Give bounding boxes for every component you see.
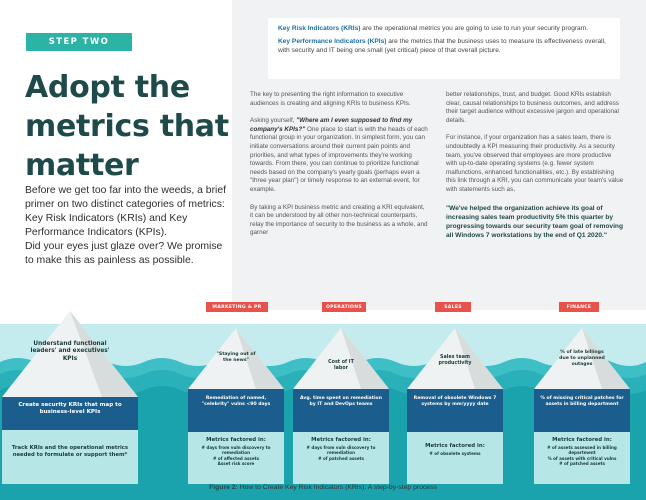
col1-paragraph-1: The key to presenting the right information to executive audiences is creating and aligning KRIs to business KPIs. [250, 91, 411, 107]
definitions-box [268, 18, 620, 79]
figure-caption [0, 484, 646, 491]
intro-text [25, 184, 229, 268]
kri-definition [278, 24, 610, 33]
body-column-1 [250, 91, 428, 247]
pyramid-3-metrics: # days from vuln discovery to remediation # of patched assets [306, 445, 376, 461]
pyramid-2-tag: MARKETING & PR [206, 302, 268, 312]
pyramid-4-metrics-title: Metrics factored in: [425, 443, 485, 449]
pyramid-4-kpi: Sales team productivity [438, 355, 472, 366]
pyramid-5-kpi: % of late billings due to unplanned outages [559, 350, 605, 367]
left-panel [0, 0, 232, 310]
pyramid-4-metrics: # of obsolete systems [429, 451, 481, 456]
pyramid-2-kpi: "Staying out of the news" [216, 352, 256, 363]
pyramid-1-kpi: Understand functional leaders' and executives' KPIs [30, 341, 110, 362]
kpi-term: Key Performance Indicators (KPIs) [278, 38, 387, 45]
pyramid-5-metrics-title: Metrics factored in: [552, 437, 612, 443]
col1-paragraph-2 [250, 117, 428, 194]
pyramid-1-kri: Create security KRIs that map to business-level KPIs [18, 402, 122, 415]
col1-p2-quote: "Where am I even supposed to find my company's KPIs?" [250, 117, 413, 133]
pyramid-5-metrics: # of assets assessed in billing department % of assets with critical vulns # of patched assets [547, 445, 617, 467]
body-column-2 [446, 91, 624, 249]
intro-paragraph-1: Before we get too far into the weeds, a brief primer on two distinct categories of metrics: Key Risk Indicators (KRIs) and Key Performance Indicators (KPIs). [25, 185, 227, 238]
pyramid-3-kpi: Cost of IT labor [328, 360, 354, 371]
step-label: STEP TWO [26, 33, 132, 51]
pyramid-1-metrics: Track KRIs and the operational metrics needed to formulate or support them* [11, 445, 129, 458]
kpi-text: are the metrics that the business uses to measure its effectiveness overall, with security and IT being one small (yet critical) piece of that overall picture. [278, 38, 606, 54]
caption-text: How to Create Key Risk Indicators (KRIs): A step-by-step process [237, 484, 437, 491]
pyramid-5-tag: FINANCE [559, 302, 599, 312]
col1-p2-post: One place to start is with the heads of each functional group in your organization. In simplest form, you can initiate conversations around their current pain points and priorities, and what types of improvements they're working towards. From there, you can continue to prioritize functional needs based on the company's yearly goals (perhaps even a "three year plan") or timely response to an external event, for example. [250, 125, 428, 193]
col2-quote: "We've helped the organization achieve its goal of increasing sales team productivity 5% this quarter by progressing towards our security team goal of removing all Windows 7 workstations by the end of Q1 2020." [446, 204, 623, 239]
kri-term: Key Risk Indicators (KRIs) [278, 25, 361, 32]
pyramid-2-metrics: # days from vuln discovery to remediation # of affected assets Asset risk score [201, 445, 271, 467]
col2-paragraph-1: better relationships, trust, and budget. Good KRIs establish clear, causal relationships to business outcomes, and address their target audience without excessive jargon and operational details. [446, 91, 619, 124]
pyramid-3-tag: OPERATIONS [322, 302, 366, 312]
caption-label: Figure 2: [209, 484, 238, 491]
intro-paragraph-2: Did your eyes just glaze over? We promise to make this as painless as possible. [25, 241, 223, 266]
page-title: Adopt the metrics that matter [25, 70, 229, 183]
pyramid-5-kri: % of missing critical patches for assets in billing department [540, 396, 624, 407]
pyramid-4-kri: Removal of obsolete Windows 7 systems by mm/yyyy date [413, 396, 497, 407]
col1-paragraph-3: By taking a KPI business metric and creating a KRI equivalent, it can be understood by all other non-technical counterparts, relay the importance of security to the business as a whole, and garner [250, 203, 428, 237]
pyramid-2-kri: Remediation of named, "celebrity" vulns <90 days [201, 396, 271, 407]
col1-p2-pre: Asking yourself, [250, 117, 297, 125]
pyramid-2-metrics-title: Metrics factored in: [206, 437, 266, 443]
kri-text: are the operational metrics you are going to use to run your security program. [360, 25, 589, 32]
kri-pyramid-diagram [0, 290, 646, 500]
pyramid-3-metrics-title: Metrics factored in: [311, 437, 371, 443]
col2-paragraph-2: For instance, if your organization has a sales team, there is undoubtedly a KPI measuring their productivity. As a security team, you've observed that employees are more productive with up-to-date operating systems (e.g. fewer system malfunctions, enhanced functionalities, etc.). By establishing this link through a KRI, you can communicate your team's value with statements such as, [446, 134, 624, 193]
kpi-definition [278, 37, 610, 55]
pyramid-4-tag: SALES [435, 302, 471, 312]
pyramid-3-kri: Avg. time spent on remediation by IT and DevOps teams [300, 396, 382, 407]
